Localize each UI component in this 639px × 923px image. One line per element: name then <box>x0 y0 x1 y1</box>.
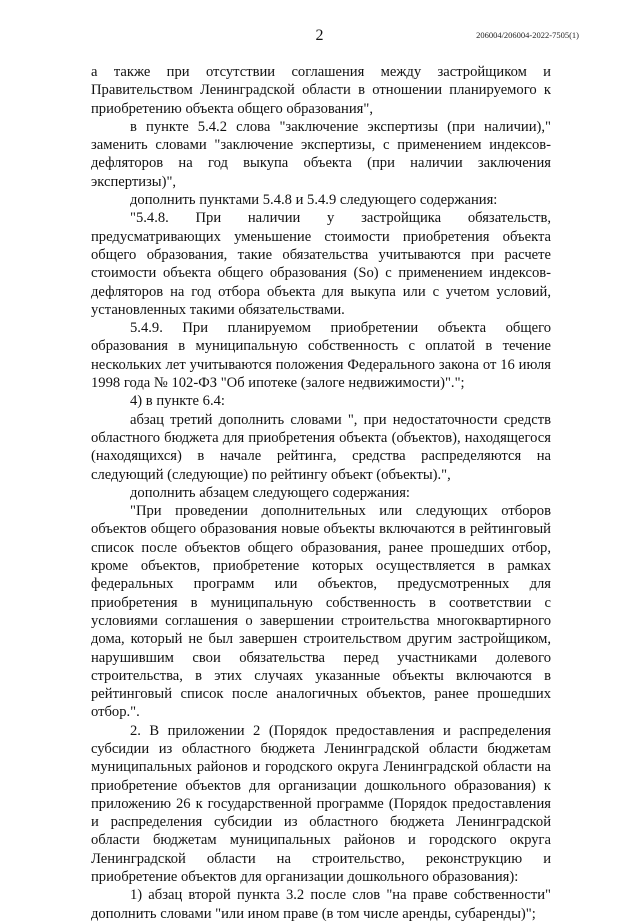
document-id: 206004/206004-2022-7505(1) <box>476 30 579 40</box>
paragraph-2: в пункте 5.4.2 слова "заключение экспертизы (при наличии)," заменить словами "заключение экспертизы, с применением индексов-дефляторов на год выкупа объекта (при наличии заключения экспертизы)", <box>91 118 551 190</box>
paragraph-11: 1) абзац второй пункта 3.2 после слов "на праве собственности" дополнить словами "или ином праве (в том числе аренды, субаренды)"; <box>91 887 551 922</box>
page-number: 2 <box>315 27 324 44</box>
paragraph-7: абзац третий дополнить словами ", при недостаточности средств областного бюджета для приобретения объекта (объектов), находящегося (находящихся) в начале рейтинга, средства распределяются на следующий (следующие) по рейтингу объект (объекты).", <box>91 411 551 483</box>
paragraph-3: дополнить пунктами 5.4.8 и 5.4.9 следующего содержания: <box>130 192 498 209</box>
document-body <box>91 63 551 923</box>
paragraph-1: а также при отсутствии соглашения между застройщиком и Правительством Ленинградской области в отношении планируемого к приобретению объекта общего образования", <box>91 64 551 117</box>
paragraph-5: 5.4.9. При планируемом приобретении объекта общего образования в муниципальную собственность с оплатой в течение нескольких лет учитываются положения Федерального закона от 16 июля 1998 года № 102-ФЗ "Об ипотеке (залоге недвижимости)"."; <box>91 320 551 392</box>
paragraph-10: 2. В приложении 2 (Порядок предоставления и распределения субсидии из областного бюджета Ленинградской области бюджетам муниципальных районов и городского округа Ленинградской области на приобретение объектов для организации дошкольного образования) к приложению 26 к государственной программе (Порядок предоставления и распределения субсидии из областного бюджета Ленинградской области бюджетам муниципальных районов и городского округа Ленинградской области на строительство, реконструкцию и приобретение объектов для организации дошкольного образования): <box>91 722 551 886</box>
paragraph-4: "5.4.8. При наличии у застройщика обязательств, предусматривающих уменьшение стоимости приобретения объекта общего образования, такие обязательства учитываются при расчете стоимости объекта общего образования (So) с применением индексов-дефляторов на год отбора объекта для выкупа или с учетом условий, установленных такими обязательствами. <box>91 210 551 318</box>
paragraph-8: дополнить абзацем следующего содержания: <box>130 484 410 501</box>
paragraph-9: "При проведении дополнительных или следующих отборов объектов общего образования новые объекты включаются в рейтинговый список после объектов общего образования, ранее прошедших отбор, кроме объектов, приобретение которых осуществляется в рамках федеральных программ или объектов, предусмотренных для приобретения в муниципальную собственность в соответствии с условиями соглашения о завершении строительства многоквартирного дома, который не был завершен строительством другим застройщиком, нарушившим свои обязательства перед участниками долевого строительства, в этих случаях указанные объекты включаются в рейтинговый список после аналогичных объектов, ранее прошедших отбор.". <box>91 503 551 721</box>
paragraph-6: 4) в пункте 6.4: <box>130 393 225 410</box>
